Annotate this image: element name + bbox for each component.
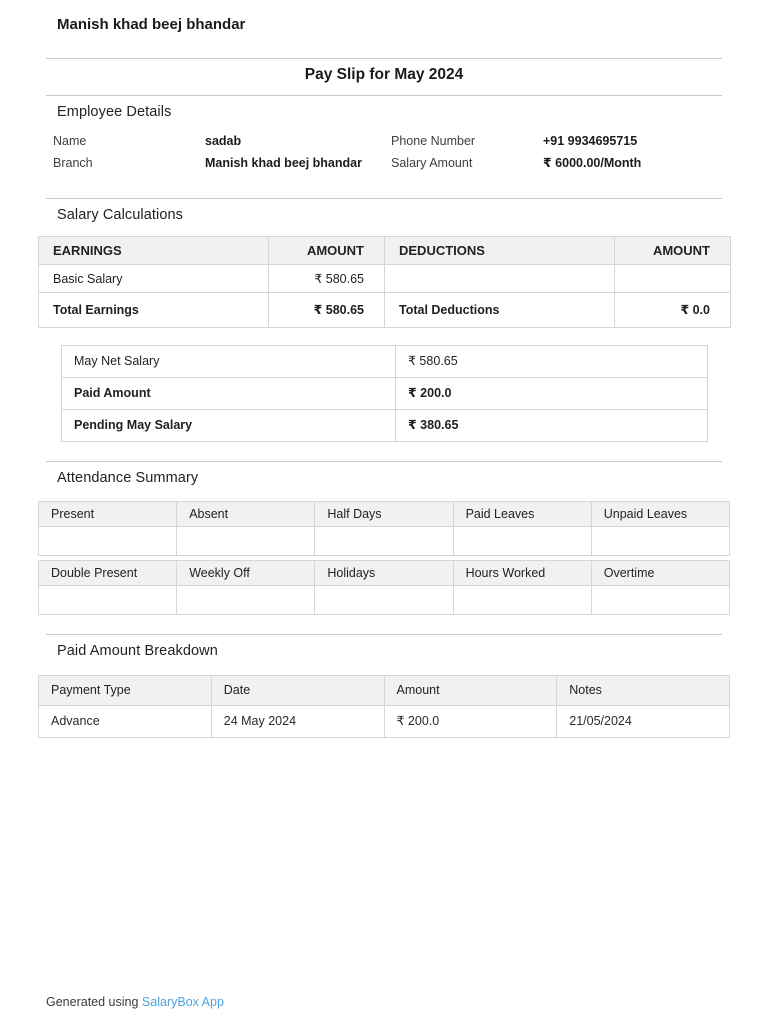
totals-row [39,293,731,328]
net-salary-label: May Net Salary [62,346,396,378]
divider [46,58,722,59]
half-days-value [315,527,453,556]
name-value: sadab [205,134,242,148]
total-earnings-amount: ₹ 580.65 [269,293,385,328]
amount-value: ₹ 200.0 [384,706,557,738]
hours-worked-value [453,586,591,615]
payment-type-header: Payment Type [39,676,212,706]
breakdown-header-row [39,676,730,706]
footer [46,995,768,1009]
half-days-header: Half Days [315,502,453,527]
paid-amount-label: Paid Amount [62,378,396,410]
salary-calculations-table [38,236,731,328]
attendance-values-row [39,586,730,615]
salary-table-header-row [39,237,731,265]
pending-salary-row [62,410,708,442]
basic-salary-amount: ₹ 580.65 [269,265,385,293]
employee-details-grid [53,133,768,171]
deductions-header: DEDUCTIONS [385,237,615,265]
notes-header: Notes [557,676,730,706]
payment-type-value: Advance [39,706,212,738]
paid-amount-breakdown-table [38,675,730,738]
earnings-amount-header: AMOUNT [269,237,385,265]
total-deductions-amount: ₹ 0.0 [615,293,731,328]
overtime-value [591,586,729,615]
net-salary-row [62,346,708,378]
pending-salary-value: ₹ 380.65 [396,410,708,442]
name-label: Name [53,134,87,148]
holidays-header: Holidays [315,561,453,586]
overtime-header: Overtime [591,561,729,586]
date-value: 24 May 2024 [211,706,384,738]
company-name: Manish khad beej bhandar [57,16,246,33]
salary-calculations-heading: Salary Calculations [57,207,184,223]
amount-header: Amount [384,676,557,706]
paid-amount-breakdown-heading: Paid Amount Breakdown [57,643,218,659]
paid-leaves-header: Paid Leaves [453,502,591,527]
salary-amount-value: ₹ 6000.00/Month [543,156,642,170]
empty-deduction-cell [385,265,615,293]
hours-worked-header: Hours Worked [453,561,591,586]
paid-amount-value: ₹ 200.0 [396,378,708,410]
unpaid-leaves-value [591,527,729,556]
paid-amount-row [62,378,708,410]
basic-salary-label: Basic Salary [39,265,269,293]
absent-value [177,527,315,556]
breakdown-data-row [39,706,730,738]
salary-summary-table [61,345,708,442]
attendance-header-row [39,561,730,586]
unpaid-leaves-header: Unpaid Leaves [591,502,729,527]
branch-label: Branch [53,156,93,170]
divider [46,461,722,462]
phone-value: +91 9934695715 [543,134,638,148]
salarybox-app-link[interactable]: SalaryBox App [141,995,224,1009]
total-deductions-label: Total Deductions [385,293,615,328]
salary-amount-label: Salary Amount [391,156,473,170]
deductions-amount-header: AMOUNT [615,237,731,265]
present-header: Present [39,502,177,527]
attendance-table-top [38,501,730,556]
date-header: Date [211,676,384,706]
divider [46,95,722,96]
holidays-value [315,586,453,615]
attendance-header-row [39,502,730,527]
divider [46,198,722,199]
earnings-header: EARNINGS [39,237,269,265]
attendance-values-row [39,527,730,556]
basic-salary-row [39,265,731,293]
total-earnings-label: Total Earnings [39,293,269,328]
payslip-title: Pay Slip for May 2024 [304,66,464,83]
branch-value: Manish khad beej bhandar [205,156,362,170]
present-value [39,527,177,556]
net-salary-value: ₹ 580.65 [396,346,708,378]
absent-header: Absent [177,502,315,527]
weekly-off-header: Weekly Off [177,561,315,586]
weekly-off-value [177,586,315,615]
phone-label: Phone Number [391,134,476,148]
pending-salary-label: Pending May Salary [62,410,396,442]
employee-details-heading: Employee Details [57,104,172,120]
divider [46,634,722,635]
attendance-summary-heading: Attendance Summary [57,470,199,486]
footer-text: Generated using [46,995,139,1009]
attendance-table-bottom [38,560,730,615]
double-present-value [39,586,177,615]
notes-value: 21/05/2024 [557,706,730,738]
empty-deduction-amount-cell [615,265,731,293]
paid-leaves-value [453,527,591,556]
double-present-header: Double Present [39,561,177,586]
